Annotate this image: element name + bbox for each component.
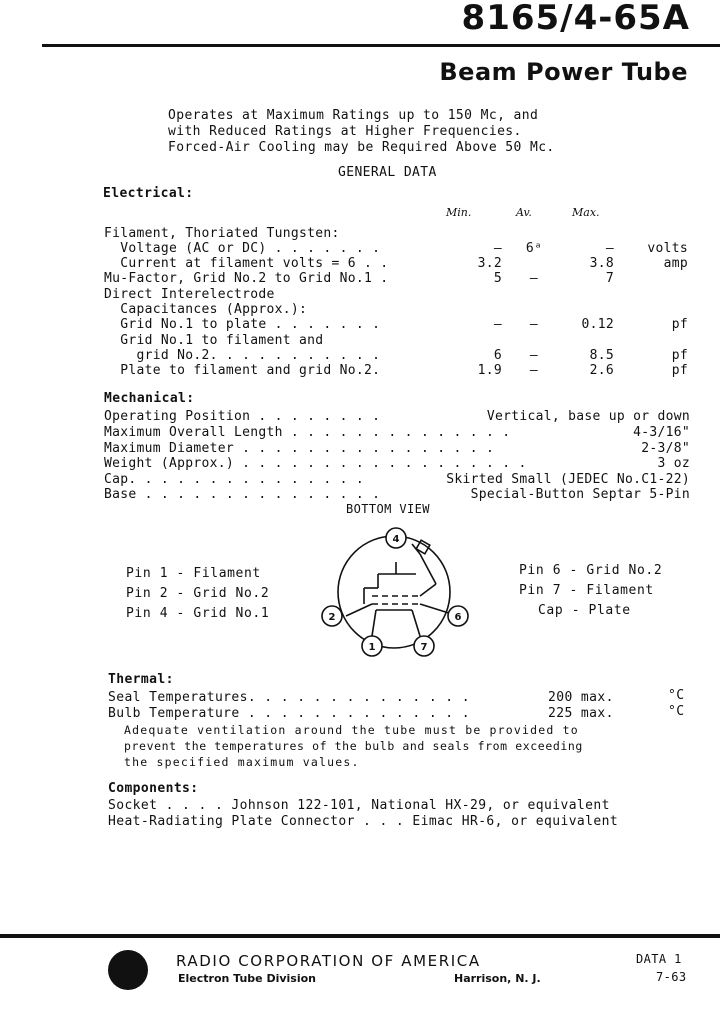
- mechanical-row-label: Maximum Diameter . . . . . . . . . . . . . . . .: [104, 441, 495, 456]
- base-outline: [338, 536, 450, 648]
- pin-1-number: 1: [368, 642, 376, 653]
- electrical-row-label: Plate to filament and grid No.2.: [104, 363, 381, 378]
- pin-7-label: Pin 7 - Filament: [519, 583, 654, 598]
- pin-2-number: 2: [328, 612, 336, 623]
- thermal-heading: Thermal:: [108, 672, 174, 687]
- seal-temperature-unit: °C: [668, 688, 685, 703]
- bottom-view-title: BOTTOM VIEW: [346, 502, 430, 516]
- mechanical-row-value: 3 oz: [657, 456, 690, 471]
- mechanical-row-label: Weight (Approx.) . . . . . . . . . . . . . . . . . .: [104, 456, 527, 471]
- tube-type-subtitle: Beam Power Tube: [439, 58, 688, 86]
- pin-7-number: 7: [420, 642, 428, 653]
- mechanical-row-value: Skirted Small (JEDEC No.C1-22): [446, 472, 690, 487]
- electrical-row: [104, 287, 694, 303]
- rca-logo-text: RCA: [117, 1002, 149, 1012]
- mechanical-row: [104, 441, 690, 457]
- electrical-row-max: –: [605, 241, 614, 256]
- division-name: Electron Tube Division: [178, 972, 317, 985]
- mechanical-row: [104, 409, 690, 425]
- electrical-row-unit: pf: [671, 317, 688, 332]
- electrical-row: [104, 226, 694, 242]
- mechanical-row-label: Cap. . . . . . . . . . . . . . .: [104, 472, 365, 487]
- pin-4-label: Pin 4 - Grid No.1: [126, 606, 270, 621]
- electrical-row-unit: amp: [663, 256, 688, 271]
- electrical-row-unit: volts: [647, 241, 688, 256]
- electrical-row-unit: pf: [671, 348, 688, 363]
- electrical-row-max: 2.6: [589, 363, 614, 378]
- electrical-row: [104, 302, 694, 318]
- electrical-row-av: 6ᵃ: [525, 241, 543, 256]
- electrical-row-label: Filament, Thoriated Tungsten:: [104, 226, 340, 241]
- electrical-row-label: Mu-Factor, Grid No.2 to Grid No.1 .: [104, 271, 389, 286]
- tube-number-title: 8165/4-65A: [461, 0, 690, 38]
- components-heading: Components:: [108, 781, 199, 796]
- electrical-row-label: Voltage (AC or DC) . . . . . . .: [104, 241, 381, 256]
- plate-connector-line: Heat-Radiating Plate Connector . . . Eimac HR-6, or equivalent: [108, 814, 619, 829]
- seal-temperature-label: Seal Temperatures. . . . . . . . . . . . . .: [108, 690, 470, 705]
- thermal-note-line-2: prevent the temperatures of the bulb and seals from exceeding: [124, 739, 583, 753]
- data-label: DATA 1: [636, 952, 682, 966]
- seal-temperature-value: 200 max.: [548, 690, 614, 705]
- mechanical-row-value: Vertical, base up or down: [486, 409, 690, 424]
- mechanical-row: [104, 487, 690, 503]
- electrical-row-av: –: [529, 348, 539, 363]
- mechanical-row: [104, 425, 690, 441]
- electrical-row-unit: pf: [671, 363, 688, 378]
- electrical-row: [104, 348, 694, 364]
- mechanical-row-value: 2-3/8": [641, 441, 690, 456]
- electrical-row-min: –: [493, 241, 502, 256]
- electrical-row-av: –: [529, 317, 539, 332]
- pin-6-number: 6: [454, 612, 462, 623]
- mechanical-row: [104, 456, 690, 472]
- bulb-temperature-value: 225 max.: [548, 706, 614, 721]
- bulb-temperature-unit: °C: [668, 704, 685, 719]
- intro-line-1: Operates at Maximum Ratings up to 150 Mc, and: [168, 108, 539, 123]
- electrical-row: [104, 317, 694, 333]
- mechanical-row-value: Special-Button Septar 5-Pin: [470, 487, 690, 502]
- pin-4-number: 4: [392, 534, 400, 545]
- footer-rule: [0, 934, 720, 938]
- electrical-row: [104, 363, 694, 379]
- electrical-row-min: 3.2: [477, 256, 502, 271]
- pin-1-label: Pin 1 - Filament: [126, 566, 261, 581]
- base-bottom-view-diagram: [316, 524, 476, 660]
- col-max-header: Max.: [572, 206, 600, 219]
- rca-logo: [108, 950, 149, 1012]
- thermal-note-line-1: Adequate ventilation around the tube must be provided to: [124, 723, 579, 737]
- socket-line: Socket . . . . Johnson 122-101, National HX-29, or equivalent: [108, 798, 610, 813]
- col-min-header: Min.: [446, 206, 472, 219]
- electrical-row-label: Grid No.1 to plate . . . . . . .: [104, 317, 381, 332]
- mechanical-row-label: Operating Position . . . . . . . .: [104, 409, 381, 424]
- electrical-row-max: 7: [605, 271, 614, 286]
- mechanical-row: [104, 472, 690, 488]
- electrical-heading: Electrical:: [103, 186, 194, 201]
- mechanical-row-value: 4-3/16": [633, 425, 690, 440]
- general-data-heading: GENERAL DATA: [338, 165, 437, 180]
- thermal-note-line-3: the specified maximum values.: [124, 755, 360, 769]
- electrical-row-min: 5: [493, 271, 502, 286]
- electrical-row-label: Capacitances (Approx.):: [104, 302, 308, 317]
- electrical-row: [104, 271, 694, 287]
- mechanical-row-label: Base . . . . . . . . . . . . . . .: [104, 487, 381, 502]
- electrical-row-min: –: [493, 317, 502, 332]
- electrical-row: [104, 241, 694, 257]
- date-label: 7-63: [656, 970, 687, 984]
- electrical-row: [104, 333, 694, 349]
- electrical-row-av: –: [529, 271, 539, 286]
- intro-line-2: with Reduced Ratings at Higher Frequencies.: [168, 124, 522, 139]
- cap-label: Cap - Plate: [538, 603, 631, 618]
- electrical-row-max: 8.5: [589, 348, 614, 363]
- electrical-row-label: grid No.2. . . . . . . . . . .: [104, 348, 381, 363]
- electrical-row-min: 1.9: [477, 363, 502, 378]
- electrical-row-max: 3.8: [589, 256, 614, 271]
- bulb-temperature-label: Bulb Temperature . . . . . . . . . . . . . .: [108, 706, 470, 721]
- pin-6-label: Pin 6 - Grid No.2: [519, 563, 663, 578]
- location: Harrison, N. J.: [454, 972, 541, 985]
- electrical-row-label: Current at filament volts = 6 . .: [104, 256, 389, 271]
- intro-line-3: Forced-Air Cooling may be Required Above 50 Mc.: [168, 140, 555, 155]
- mechanical-row-label: Maximum Overall Length . . . . . . . . . . . . . .: [104, 425, 511, 440]
- electrical-row: [104, 256, 694, 272]
- electrical-row-av: –: [529, 363, 539, 378]
- company-name: RADIO CORPORATION OF AMERICA: [176, 952, 481, 970]
- pin-2-label: Pin 2 - Grid No.2: [126, 586, 270, 601]
- electrical-row-label: Grid No.1 to filament and: [104, 333, 324, 348]
- electrical-row-max: 0.12: [581, 317, 614, 332]
- mechanical-heading: Mechanical:: [104, 391, 195, 406]
- col-av-header: Av.: [516, 206, 532, 219]
- electrical-row-min: 6: [493, 348, 502, 363]
- header-rule: [42, 44, 720, 47]
- electrical-row-label: Direct Interelectrode: [104, 287, 275, 302]
